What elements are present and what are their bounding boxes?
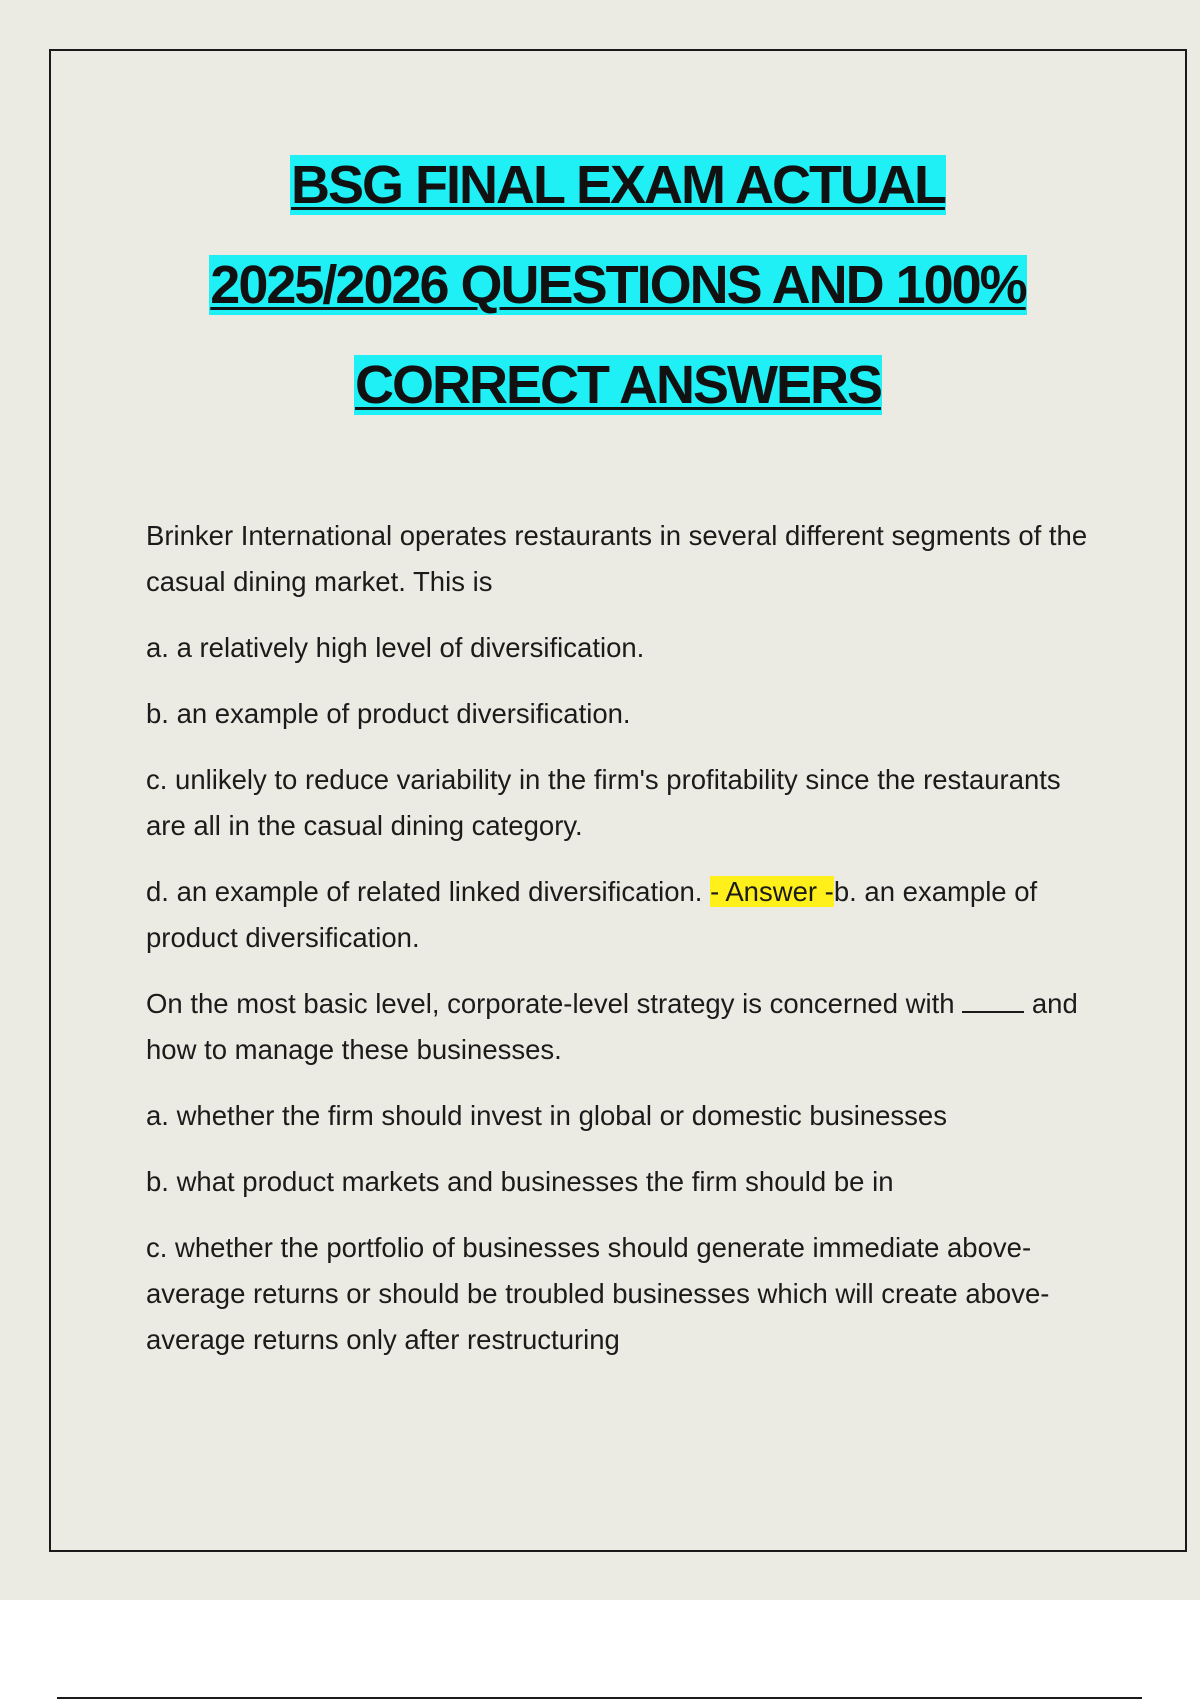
- question-2-option-b: b. what product markets and businesses the firm should be in: [146, 1166, 894, 1197]
- question-1-option-d: [146, 869, 1096, 961]
- option-d-text: d. an example of related linked diversification.: [146, 876, 711, 907]
- question-2-option-c: c. whether the portfolio of businesses should generate immediate above-average returns or should be troubled businesses which will create above-average returns only after restructuring: [146, 1232, 1050, 1355]
- question-1-stem: Brinker International operates restaurants in several different segments of the casual dining market. This is: [146, 520, 1088, 597]
- answer-text: b. an example of product diversification.: [146, 876, 1038, 953]
- title-line-1: BSG FINAL EXAM ACTUAL: [291, 155, 945, 215]
- stem-start: On the most basic level, corporate-level strategy is concerned with: [146, 988, 963, 1019]
- fill-in-blank: [962, 989, 1024, 1013]
- question-2-option-a: a. whether the firm should invest in global or domestic businesses: [146, 1100, 947, 1131]
- title-line-3: CORRECT ANSWERS: [354, 355, 881, 415]
- question-1-option-a: a. a relatively high level of diversification.: [146, 632, 645, 663]
- footer-divider: [57, 1697, 1142, 1699]
- question-content: [146, 513, 1096, 1383]
- page-title: [0, 135, 1200, 435]
- stem-end: and how to manage these businesses.: [146, 988, 1078, 1065]
- question-1-option-c: c. unlikely to reduce variability in the firm's profitability since the restaurants are all in the casual dining category.: [146, 764, 1061, 841]
- title-line-2: 2025/2026 QUESTIONS AND 100%: [210, 255, 1026, 315]
- question-1-option-b: b. an example of product diversification.: [146, 698, 631, 729]
- answer-marker: - Answer -: [710, 876, 834, 907]
- question-2-stem: [146, 981, 1096, 1073]
